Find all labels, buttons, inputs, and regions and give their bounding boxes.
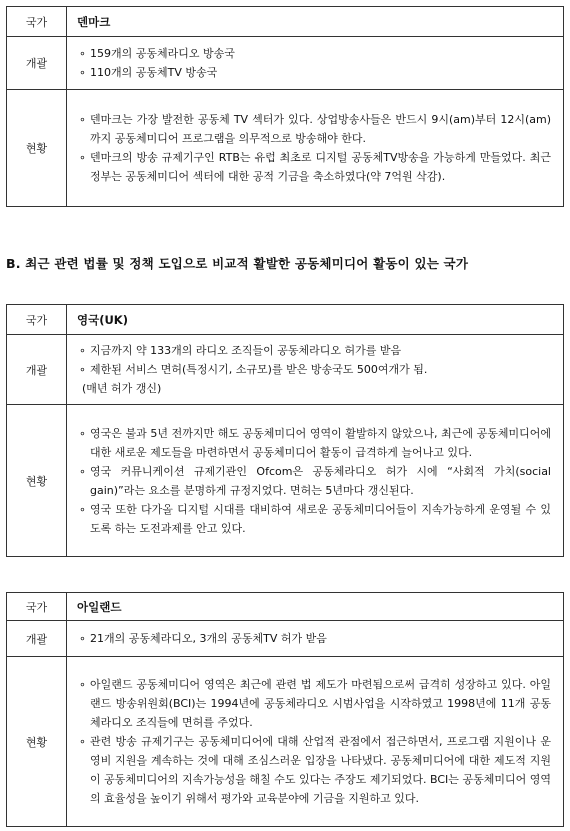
status-item: ∘ 영국은 불과 5년 전까지만 해도 공동체미디어 영역이 활발하지 않았으나, 최근에 공동체미디어에 대한 새로운 제도들을 마련하면서 공동체미디어 활동이 급격하게 늘어나고 있다. [79, 424, 551, 462]
country-name: 덴마크 [67, 7, 564, 37]
status-item: ∘ 아일랜드 공동체미디어 영역은 최근에 관련 법 제도가 마련됨으로써 급격히 성장하고 있다. 아일랜드 방송위원회(BCI)는 1994년에 공동체라디오 시범사업을 시작하였고 1998년에 11개 공동체라디오 조직들에 면허를 주었다. [79, 675, 551, 732]
overview-item: ∘ 159개의 공동체라디오 방송국 [79, 44, 551, 63]
section-b-title: B. 최근 관련 법률 및 정책 도입으로 비교적 활발한 공동체미디어 활동이 있는 국가 [6, 256, 469, 271]
overview-item: ∘ 지금까지 약 133개의 라디오 조직들이 공동체라디오 허가를 받음 [79, 341, 551, 360]
country-name: 아일랜드 [67, 593, 564, 621]
country-label: 국가 [7, 7, 67, 37]
overview-cell [67, 621, 564, 657]
overview-label: 개괄 [7, 335, 67, 405]
overview-item: ∘ 제한된 서비스 면허(특정시기, 소규모)를 받은 방송국도 500여개가 됨. [79, 360, 551, 379]
country-table-denmark [6, 6, 564, 207]
country-table-uk [6, 304, 564, 557]
status-item: ∘ 영국 또한 다가올 디지털 시대를 대비하여 새로운 공동체미디어들이 지속가능하게 운영될 수 있도록 하는 도전과제를 안고 있다. [79, 500, 551, 538]
overview-cell [67, 37, 564, 90]
status-label: 현황 [7, 657, 67, 827]
country-name: 영국(UK) [67, 305, 564, 335]
status-cell [67, 657, 564, 827]
status-label: 현황 [7, 90, 67, 207]
status-cell [67, 405, 564, 557]
status-item: ∘ 덴마크는 가장 발전한 공동체 TV 섹터가 있다. 상업방송사들은 반드시 9시(am)부터 12시(am)까지 공동체미디어 프로그램을 의무적으로 방송해야 한다. [79, 110, 551, 148]
country-table-ireland [6, 592, 564, 827]
status-cell [67, 90, 564, 207]
status-item: ∘ 관련 방송 규제기구는 공동체미디어에 대해 산업적 관점에서 접근하면서, 프로그램 지원이나 운영비 지원을 계속하는 것에 대해 조심스러운 입장을 나타냈다. 공동체미디어에 대한 제도적 지원이 공동체미디어의 지속가능성을 해칠 수도 있다는 주장도 제기되었다. BCI는 공동체미디어 영역의 효율성을 높이기 위해서 평가와 교육분야에 기금을 지원하고 있다. [79, 732, 551, 808]
status-label: 현황 [7, 405, 67, 557]
overview-note: (매년 허가 갱신) [82, 382, 162, 395]
overview-cell [67, 335, 564, 405]
overview-item: ∘ 21개의 공동체라디오, 3개의 공동체TV 허가 받음 [79, 629, 551, 648]
overview-label: 개괄 [7, 621, 67, 657]
country-label: 국가 [7, 305, 67, 335]
overview-label: 개괄 [7, 37, 67, 90]
status-item: ∘ 덴마크의 방송 규제기구인 RTB는 유럽 최초로 디지털 공동체TV방송을 가능하게 만들었다. 최근 정부는 공동체미디어 섹터에 대한 공적 기금을 축소하였다(약 7억원 삭감). [79, 148, 551, 186]
status-item: ∘ 영국 커뮤니케이션 규제기관인 Ofcom은 공동체라디오 허가 시에 “사회적 가치(social gain)”라는 요소를 분명하게 규정지었다. 면허는 5년마다 갱신된다. [79, 462, 551, 500]
overview-item: ∘ 110개의 공동체TV 방송국 [79, 63, 551, 82]
country-label: 국가 [7, 593, 67, 621]
